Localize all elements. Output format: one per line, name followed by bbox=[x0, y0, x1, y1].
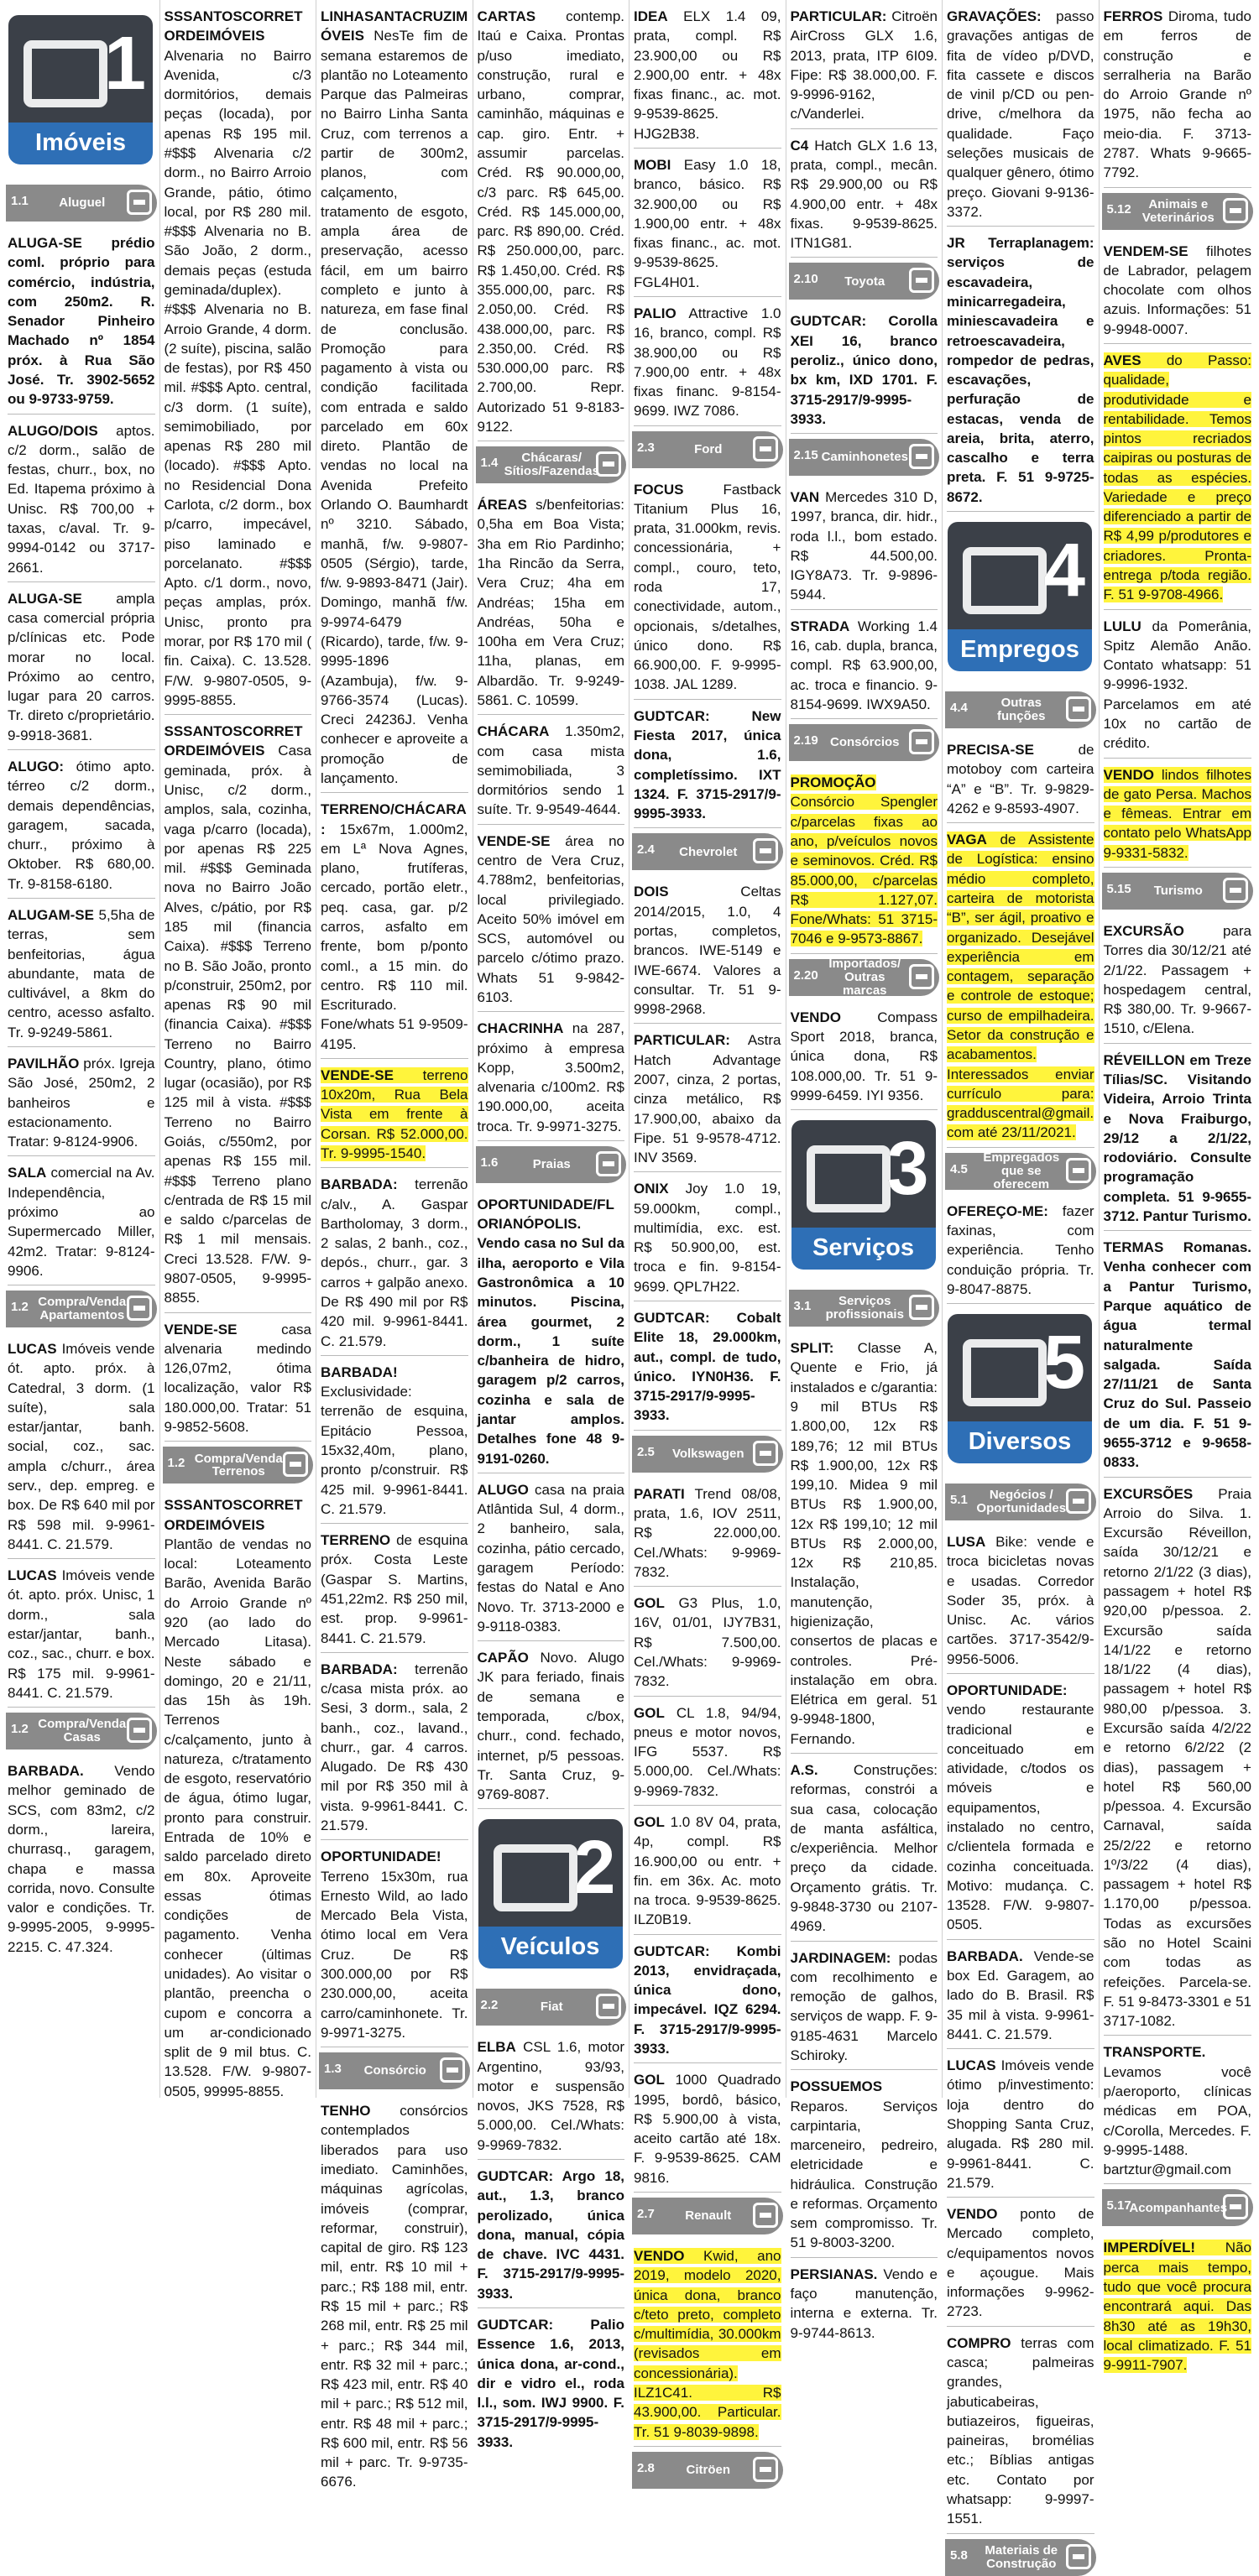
classified-ad: OFEREÇO-ME: fazer faxinas, com experiência. Tenho conduição própria. Tr. 9-8047-8875. bbox=[947, 1200, 1094, 1304]
truck-icon bbox=[909, 444, 934, 469]
house-icon bbox=[127, 1718, 152, 1743]
classified-ad: POSSUEMOS Reparos. Serviços carpintaria, marceneiro, pedreiro, eletricidade e hidráulica. Construção e reformas. Orçamento sem compromisso. Tr. 51 9-8003-3200. bbox=[791, 2075, 938, 2258]
classified-ad: PARATI Trend 08/08, prata, 1.6, IOV 2511, R$ 22.000,00. Cel./Whats: 9-9969-7832. bbox=[634, 1483, 781, 1587]
header-compra-venda-casas: 1.2 Compra/Venda Casas bbox=[6, 1713, 157, 1749]
classified-ad: BARBADA! Exclusividade: terrenão de esquina, Epitácio Pessoa, 15x32,40m, plano, pronto p/construir. R$ 425 mil. 9-9961-8441. C. 21.579. bbox=[321, 1361, 468, 1524]
header-renault: 2.7 Renault bbox=[632, 2198, 783, 2234]
classified-ad: SALA comercial na Av. Independência, próximo ao Supermercado Miller, 42m2. Tratar: 9-8124-9906. bbox=[8, 1161, 155, 1285]
classified-ad: GOL 1.0 8V 04, prata, 4p, compl. R$ 16.900,00 ou entr. + fin. em 36x. Ac. moto na troca. 9-9539-8625. ILZ0B19. bbox=[634, 1811, 781, 1935]
classified-ad: ALUGO: ótimo apto. térreo c/2 dorm., demais dependências, garagem, sacada, churr., próximo à Oktober. R$ 680,00. Tr. 9-8158-6180. bbox=[8, 755, 155, 899]
classified-ad: GOL CL 1.8, 94/94, pneus e motor novos, IFG 5537. R$ 5.000,00. Cel./Whats: 9-9969-7832. bbox=[634, 1702, 781, 1806]
classified-ad: CAPÃO Novo. Alugo JK para feriado, finais de semana e temporada, c/box, churr., cond. fechado, internet, p/5 pessoas. Tr. Santa Cruz, 9-9769-8087. bbox=[478, 1646, 625, 1809]
classified-ad: COMPRO terras com casca; palmeiras grandes, jabuticabeiras, butiazeiros, figueiras, paineiras, bromélias etc.; Bíblias antigas etc. Contato por whatsapp: 9-9997-1551. bbox=[947, 2332, 1094, 2534]
classified-ad: OPORTUNIDADE/FLORIANÓPOLIS. Vendo casa no Sul da ilha, aeroporto e Vila Gastronômica a 10 minutos. Piscina, área gourmet, 2 dorm., 1 suíte c/banheira de hidro, garagem p/2 carros, cozinha e sala de jantar amplos. Detalhes fone 48 9-9191-0260. bbox=[478, 1193, 625, 1473]
classified-ad-highlighted: VENDE-SE terreno 10x20m, Rua Bela Vista em frente à Corsan. R$ 52.000,00. Tr. 9-9995-1540. bbox=[321, 1064, 468, 1168]
classified-ad-highlighted: VENDO Kwid, ano 2019, modelo 2020, única dona, branco c/teto preto, completo c/multimídia, 30.000km (revisados em concessionária). ILZ1C41. R$ 43.900,00. Particular. Tr. 51 9-8039-9898. bbox=[634, 2245, 781, 2447]
classified-ad: TERRENO/CHÁCARA: 15x67m, 1.000m2, em Lª Nova Agnes, plano, frutíferas, cercado, portão eletr., peq. casa, gar. p/2 carros, asfalto em frente, bom p/ponto coml., a 15 min. do centro. R$ 110 mil. Escriturado. Fone/whats 51 9-9509-4195. bbox=[321, 798, 468, 1059]
classified-ad: CHÁCARA 1.350m2, com casa mista semimobiliada, 3 dormitórios sendo 1 suíte. Tr. 9-9549-4644. bbox=[478, 720, 625, 824]
classified-ad: A.S. Construções: reformas, constrói a sua casa, colocação de manta asfáltica, c/experiência. Melhor preço da cidade. Orçamento grátis. Tr. 9-9848-3730 ou 2107-4969. bbox=[791, 1759, 938, 1942]
header-chevrolet: 2.4 Chevrolet bbox=[632, 833, 783, 870]
classified-ad: GRAVAÇÕES: passo gravações antigas de fita de vídeo p/DVD, fita cassete e discos de vinil p/CD ou pen-drive, c/melhora da qualidade. Faço seleções musicais de qualquer gênero, ótimo preço. Giovani 9-9136-3372. bbox=[947, 5, 1094, 227]
wrench-icon bbox=[909, 1295, 934, 1320]
header-chacaras: 1.4 Chácaras/ Sítios/Fazendas bbox=[476, 446, 627, 483]
classified-ad: ALUGA-SE ampla casa comercial própria p/clínicas etc. Pode morar no local. Próximo ao centro, lugar para 20 carros. Tr. direto c/proprietário. 9-9918-3681. bbox=[8, 587, 155, 750]
classified-ad: ELBA CSL 1.6, motor Argentino, 93/93, motor e suspensão novos, JKS 7528, R$ 5.000,00. Cel./Whats: 9-9969-7832. bbox=[478, 2036, 625, 2160]
classified-ad: TENHO consórcios contemplados liberados para uso imediato. Caminhões, máquinas agrícolas, imóveis (comprar, reformar, construir), capital de giro. R$ 123 mil, entr. R$ 10 mil + parc.; R$ 188 mil, entr. R$ 15 mil + parc.; R$ 268 mil, entr. R$ 25 mil + parc.; R$ 344 mil, entr. R$ 32 mil + parc.; R$ 423 mil, entr. R$ 40 mil + parc.; R$ 512 mil, entr. R$ 48 mil + parc.; R$ 600 mil, entr. R$ 56 mil + parc. Tr. 9-9735-6676. bbox=[321, 2103, 468, 2490]
classified-ad: TRANSPORTE. Levamos você p/aeroporto, clínicas médicas em POA, c/Corolla, Mercedes. F. 9-9995-1488. bartztur@gmail.com bbox=[1104, 2041, 1252, 2184]
classified-ad: GUDTCAR: Cobalt Elite 18, 29.000km, aut., compl. de tudo, único. IYN0H36. F. 3715-2917/9-9995-3933. bbox=[634, 1306, 781, 1431]
classified-ad: GOL 1000 Quadrado 1995, bordô, básico, R$ 5.900,00 à vista, aceito cartão até 18x. F. 9-9539-8625. CAM 9816. bbox=[634, 2068, 781, 2193]
classified-ad: VENDEM-SE filhotes de Labrador, pelagem chocolate com olhos azuis. Informações: 51 9-9948-0007. bbox=[1104, 240, 1252, 344]
classified-ad: ALUGO/DOIS aptos. c/2 dorm., salão de festas, churr., box, no Ed. Itapema próximo à Unisc. R$ 700,00 + taxas, c/aval. Tr. 9-9994-0142 ou 3717-2661. bbox=[8, 420, 155, 582]
classified-ad: VENDO Compass Sport 2018, branca, única dona, R$ 108.000,00. Tr. 51 9-9999-6459. IYI 9356. bbox=[791, 1006, 938, 1110]
car-icon: 2 bbox=[478, 1819, 623, 1927]
arrows-icon bbox=[1223, 2194, 1248, 2219]
classified-ad: C4 Hatch GLX 1.6 13, prata, compl., mecân. R$ 29.900,00 ou R$ 4.900,00 entr. + 48x fixas. 9-9539-8625. ITN1G81. bbox=[791, 134, 938, 258]
classified-ad: TERRENO de esquina próx. Costa Leste (Gaspar S. Martins, 451,22m2. R$ 250 mil, est. prop. 9-9961-8441. C. 21.579. bbox=[321, 1529, 468, 1653]
car-icon bbox=[753, 436, 778, 461]
wrench-icon: 3 bbox=[791, 1120, 936, 1228]
classified-ad: PAVILHÃO próx. Igreja São José, 250m2, 2 banheiros e estacionamento. Tratar: 9-8124-9906. bbox=[8, 1052, 155, 1156]
classified-ad: FERROS Diroma, tudo em ferros de construção e serralheria na Barão do Arroio Grande nº 1975, não fecha ao meio-dia. F. 3713-2787. Whats 9-9665-7792. bbox=[1104, 5, 1252, 188]
classified-ad: GUDTCAR: Palio Essence 1.6, 2013, única dona, ar-cond., dir e vidro el., roda l.l., som. IWJ 9900. F. 3715-2917/9-9995-3933. bbox=[477, 2317, 624, 2450]
classified-ad: VENDO ponto de Mercado completo, c/equipamentos novos e açougue. Mais informações 9-9962-2723. bbox=[947, 2203, 1094, 2327]
classified-ad: BARBADA. Vende-se box Ed. Garagem, ao lado do B. Brasil. R$ 35 mil à vista. 9-9961-8441. C. 21.579. bbox=[947, 1945, 1094, 2049]
header-compra-venda-terrenos: 1.2 Compra/Venda Terrenos bbox=[163, 1447, 314, 1484]
column-3 bbox=[316, 0, 473, 2490]
house-icon bbox=[440, 2057, 465, 2083]
classified-ad: JARDINAGEM: podas com recolhimento e remoção de galhos, serviços de wapp. F. 9-9185-4631 Marcelo Schiroky. bbox=[791, 1947, 938, 2071]
classified-ad: VENDE-SE casa alvenaria medindo 126,07m2, ótima localização, valor R$ 180.000,00. Tratar: 51 9-9852-5608. bbox=[165, 1318, 312, 1442]
classified-ad: LUCAS Imóveis vende ót. apto. próx. à Catedral, 3 dorm. (1 suíte), sala estar/jantar, banh. social, coz., sac. ampla c/churr., área serv., dep. empreg. e box. De R$ 640 mil por R$ 598 mil. 9-9961-8441. C. 21.579. bbox=[8, 1338, 155, 1559]
classified-ad: GUDTCAR: Corolla XEI 16, branco peroliz., único dono, bx km, IXD 1701. F. 3715-2917/9-9995-3933. bbox=[791, 310, 938, 434]
classified-ad: CHACRINHA na 287, próximo à empresa Kopp, 3.500m2, alvenaria c/100m2. R$ 190.000,00, aceita troca. Tr. 9-9971-3275. bbox=[478, 1017, 625, 1141]
classified-ad: ALUGO casa na praia Atlântida Sul, 4 dorm., 2 banheiro, sala, cozinha, pátio cercado, garagem Período: festas do Natal e Ano Novo. Tr. 3713-2000 e 9-9118-0383. bbox=[478, 1478, 625, 1641]
classified-ad-highlighted: AVES do Passo: qualidade, produtividade e rentabilidade. Temos pintos recriados caipiras ou posturas de todas as espécies. Variedade e preço diferenciado a partir de R$ 4,99 p/produtores e criadores. Pronta-entrega p/toda região. F. 51 9-9708-4966. bbox=[1104, 349, 1252, 610]
beach-icon bbox=[596, 1151, 621, 1176]
classified-ad: GUDTCAR: New Fiesta 2017, única dona, 1.6, completíssimo. IXT 1324. F. 3715-2917/9-9995-3933. bbox=[634, 705, 781, 829]
header-fiat: 2.2 Fiat bbox=[476, 1989, 627, 2026]
classified-ad: OPORTUNIDADE: vendo restaurante tradicional e conceituado em atividade, c/todos os móveis e equipamentos, instalado no centro, c/clientela formada e cozinha conceituada. Motivo: mudança. C. 13528. F/W. 9-9807-0505. bbox=[947, 1679, 1094, 1940]
section-banner-veiculos: 2 Veículos bbox=[475, 1816, 628, 1975]
farm-icon bbox=[596, 451, 621, 477]
arrows-icon bbox=[1066, 2544, 1091, 2569]
column-2 bbox=[160, 0, 317, 2098]
classified-ad: ÁREAS s/benfeitorias: 0,5ha em Boa Vista; 3ha em Rio Pardinho; 1ha Rincão da Serra, Vera Cruz; 4ha em Andréas; 15ha em Andréas, 50ha e 100ha em Vera Cruz; 11ha, planas, em Albardão. Tr. 9-9249-5861. C. 10599. bbox=[478, 493, 625, 715]
column-8 bbox=[1100, 0, 1256, 2374]
header-toyota: 2.10 Toyota bbox=[789, 263, 940, 300]
column-1 bbox=[3, 0, 160, 2098]
classified-ad: STRADA Working 1.4 16, cab. dupla, branca, compl. R$ 63.900,00, ac. troca e financio. 9-8154-9699. IWX9A50. bbox=[791, 615, 938, 719]
house-icon bbox=[127, 190, 152, 215]
classified-ad-highlighted: VAGA de Assistente de Logística: ensino médio completo, carteira de motorista “B”, ser ágil, proativo e organizado. Desejável experiência em contagem, separação e controle de estoque; curso de empilhadeira. Setor da construção e acabamentos. Interessados enviar currículo para: gradduscentral@gmail.com até 23/11/2021. bbox=[947, 828, 1094, 1148]
header-acompanhantes: 5.17 Acompanhantes bbox=[1102, 2189, 1254, 2226]
land-icon bbox=[283, 1452, 308, 1477]
classified-ad: GOL G3 Plus, 1.0, 16V, 01/01, IJY7B31, R$ 7.500,00. Cel./Whats: 9-9969-7832. bbox=[634, 1592, 781, 1696]
classified-ad-highlighted: IMPERDÍVEL! Não perca mais tempo, tudo que você procura encontrará aqui. Das 8h30 até as 19h30, local climatizado. F. 51 9-9911-7907. bbox=[1103, 2240, 1251, 2374]
classified-ad: SSSANTOSCORRETORDEIMÓVEIS Alvenaria no Bairro Avenida, c/3 dormitórios, demais peças (locada), por apenas R$ 195 mil. #$$$ Alvenaria c/2 dorm., no Bairro Arroio Grande, pátio, ótimo local, por R$ 280 mil. #$$$ Alvenaria no B. São João, 2 dorm., demais peças (estuda geminada/duplex). #$$$ Alvenaria no B. Arroio Grande, 4 dorm. (2 suíte), piscina, salão de festas), por R$ 450 mil. #$$$ Apto. central, c/3 dorm. (1 suíte), semimobiliado, por apenas R$ 280 mil (locado). #$$$ Apto. no Residencial Dona Carlota, c/2 dorm., box p/carro, impecável, piso laminado e porcelanato. #$$$ Apto. c/1 dorm., novo, peças amplas, próx. Unisc, pronto pra morar, por R$ 170 mil ( fin. Caixa). C. 13.528. F/W. 9-9807-0505, 9-9995-8855. bbox=[165, 5, 312, 715]
classified-ad: LULU da Pomerânia, Spitz Alemão Anão. Contato whatsapp: 51 9-9996-1932. Parcelamos em até 10x no cartão de crédito. bbox=[1104, 615, 1252, 759]
car-icon bbox=[753, 2457, 778, 2482]
section-banner-servicos: 3 Serviços bbox=[788, 1117, 941, 1276]
classified-ad: LUCAS Imóveis vende ót. apto. próx. Unisc, 1 dorm., sala estar/jantar, banh., coz., sac., churr. e box. R$ 175 mil. 9-9961-8441. C. 21.579. bbox=[8, 1564, 155, 1708]
classified-ad: FOCUS Fastback Titanium Plus 16, prata, 31.000km, revis. concessionária, + compl., couro, teto, roda 17, conectividade, autom., opcionais, s/detalhes, único dono. R$ 66.900,00. F. 9-9995-1038. JAL 1289. bbox=[634, 478, 781, 700]
classified-ad: SSSANTOSCORRETORDEIMÓVEIS Casa geminada, próx. à Unisc, c/2 dorm., amplos, sala, cozinha, vaga p/carro (locada), por apenas R$ 225 mil. #$$$ Geminada nova no Bairro João Alves, c/pátio, por R$ 185 mil (financia Caixa). #$$$ Terreno no B. São João, pronto p/construir, 250m2, por apenas R$ 90 mil (financia Caixa). #$$$ Terreno no Bairro Country, plano, ótimo lugar (ocasião), por R$ 125 mil à vista. #$$$ Terreno no Bairro Goiás, c/550m2, por apenas R$ 155 mil. #$$$ Terreno plano c/entrada de R$ 15 mil e saldo c/parcelas de R$ 1 mil mensais. Creci 13.528. F/W. 9-9807-0505, 9-9995-8855. bbox=[165, 720, 312, 1312]
classified-ad: ALUGAM-SE 5,5ha de terras, sem benfeitorias, água abundante, mata de cultivável, a 8km do centro, acesso asfalto. Tr. 9-9249-5861. bbox=[8, 904, 155, 1047]
classified-ad: GUDTCAR: Argo 18, aut., 1.3, branco perolizado, única dona, manual, cópia de chave. IVC 4431. F. 3715-2917/9-9995-3933. bbox=[478, 2165, 625, 2308]
classified-ad: PARTICULAR: Astra Hatch Advantage 2007, cinza, 2 portas, cinza metálico, R$ 17.900,00, abaixo da Fipe. 51 9-9578-4712. INV 3569. bbox=[634, 1029, 781, 1172]
section-banner-empregos: 4 Empregos bbox=[944, 519, 1097, 678]
door-icon bbox=[1066, 696, 1091, 722]
section-banner-diversos: 5 Diversos bbox=[944, 1311, 1097, 1470]
classified-ad: LUCAS Imóveis vende ótimo p/investimento: loja dentro do Shopping Santa Cruz, alugada. R$ 280 mil. 9-9961-8441. C. 21.579. bbox=[947, 2054, 1094, 2198]
section-banner-imoveis: 1 Imóveis bbox=[5, 12, 158, 171]
header-compra-venda-apartamentos: 1.2 Compra/Venda Apartamentos bbox=[6, 1291, 157, 1327]
classified-ad: BARBADA: terrenão c/alv., A. Gaspar Bartholomay, 3 dorm., 2 salas, 2 banh., coz., depós., churr., gar. 3 carros + galpão anexo. De R$ 490 mil por R$ 420 mil. 9-9961-8441. C. 21.579. bbox=[321, 1173, 468, 1356]
classified-ad: EXCURSÃO para Torres dia 30/12/21 até 2/1/22. Passagem + hospedagem central, R$ 380,00. Tr. 9-9667-1510, c/Elena. bbox=[1104, 920, 1252, 1044]
header-volkswagen: 2.5 Volkswagen bbox=[632, 1436, 783, 1473]
classified-ad: RÉVEILLON em Treze Tílias/SC. Visitando Videira, Arroio Trinta e Nova Fraiburgo, 29/12 a 2/1/22, rodoviário. Consulte programação completa. 51 9-9655-3712. Pantur Turismo. bbox=[1104, 1049, 1252, 1232]
column-6 bbox=[786, 0, 943, 2341]
classified-ad: BARBADA. Vendo melhor geminado de SCS, com 83m2, c/2 dorm., lareira, churrasq., garagem, chapa e massa corrida, novo. Consulte valor e condições. Tr. 9-9995-2005, 9-9995-2215. C. 47.324. bbox=[8, 1763, 155, 1955]
header-servicos-profissionais: 3.1 Serviços profissionais bbox=[789, 1290, 940, 1327]
column-5 bbox=[630, 0, 786, 2477]
column-7 bbox=[943, 0, 1100, 2571]
building-icon bbox=[127, 1296, 152, 1321]
classified-ad: BARBADA: terrenão c/casa mista próx. ao Sesi, 3 dorm., sala, 2 banh., coz., lavand., churr., gar. 4 carros. Alugado. De R$ 430 mil por R$ 350 mil à vista. 9-9961-8441. C. 21.579. bbox=[321, 1658, 468, 1841]
classified-ad: LINHASANTACRUZIMÓVEIS NesTe fim de semana estaremos de plantão no Loteamento Parque das Palmeiras no Bairro Linha Santa Cruz, com terrenos a partir de 300m2, planos, com calçamento, tratamento de esgoto, ampla área de preservação, acesso fácil, em um bairro completo e junto à natureza, em fase final de conclusão. Promoção para pagamento à vista ou condição facilitada com entrada e saldo parcelado em 60x direto. Plantão de vendas no local na Avenida Prefeito Orlando O. Baumhardt nº 3210. Sábado, manhã, f/w. 9-9807-0505 (Sérgio), tarde, f/w. 9-9893-8471 (Jair). Domingo, manhã f/w. 9-9974-6479 (Ricardo), tarde, f/w. 9-9995-1896 (Azambuja), f/w. 9-9766-3574 (Lucas). Creci 24236J. Venha conhecer e aproveite a promoção de lançamento. bbox=[321, 5, 468, 793]
header-materiais-construcao: 5.8 Materiais de Construção bbox=[945, 2539, 1096, 2576]
car-icon bbox=[909, 729, 934, 754]
classified-ad: IDEA ELX 1.4 09, prata, compl. R$ 23.900,00 ou R$ 2.900,00 entr. + 48x fixas financ., ac. mot. 9-9539-8625. HJG2B38. bbox=[634, 5, 781, 149]
car-icon bbox=[753, 838, 778, 863]
header-importados: 2.20 Importados/ Outras marcas bbox=[789, 959, 940, 996]
classified-ad-highlighted: PROMOÇÃO Consórcio Spengler c/parcelas fixas ao ano, p/veículos novos e seminovos. Créd. R$ 85.000,00, c/parcelas R$ 1.127,07. Fone/Whats: 51 3715-7046 e 9-9573-8867. bbox=[791, 771, 938, 954]
arrows-icon bbox=[1223, 878, 1248, 903]
column-4 bbox=[473, 0, 630, 2450]
header-empregados: 4.5 Empregados que se oferecem bbox=[945, 1153, 1096, 1190]
header-consorcios: 2.19 Consórcios bbox=[789, 724, 940, 761]
classified-ad: PARTICULAR: Citroën AirCross GLX 1.6, 2013, prata, ITP 6I09. Fipe: R$ 38.000,00. F. 9-9996-9162, c/Vanderlei. bbox=[791, 5, 938, 129]
classified-ad: VAN Mercedes 310 D, 1997, branca, dir. hidr., roda l.l., bom estado. R$ 44.500,00. IGY8A73. Tr. 9-9896-5944. bbox=[791, 486, 938, 610]
header-turismo: 5.15 Turismo bbox=[1102, 873, 1254, 910]
classified-ad: DOIS Celtas 2014/2015, 1.0, 4 portas, completos, brancos. IWE-5149 e IWE-6674. Valores a consultar. Tr. 51 9-9998-2968. bbox=[634, 880, 781, 1024]
header-citroen: 2.8 Citröen bbox=[632, 2452, 783, 2489]
door-icon bbox=[1066, 1158, 1091, 1183]
classified-ad: PALIO Attractive 1.0 16, branco, compl. R$ 38.900,00 ou R$ 7.900,00 entr. + 48x fixas financ. 9-8154-9699. IWZ 7086. bbox=[634, 302, 781, 426]
header-praias: 1.6 Praias bbox=[476, 1146, 627, 1183]
arrows-icon bbox=[1223, 198, 1248, 223]
classified-ad: JR Terraplanagem: serviços de escavadeira, minicarregadeira, miniescavadeira e retroescavadeira, rompedor de pedras, escavações, perfuração de estacas, venda de areia, brita, aterro, cascalho e terra preta. F. 51 9-9725-8672. bbox=[947, 232, 1094, 512]
classified-ad: MOBI Easy 1.0 18, branco, básico. R$ 32.900,00 ou R$ 1.900,00 entr. + 48x fixas financ., ac. mot. 9-9539-8625. FGL4H01. bbox=[634, 154, 781, 297]
classified-ad: PRECISA-SE de motoboy com carteira “A” e “B”. Tr. 9-9829-4262 e 9-8593-4907. bbox=[947, 738, 1094, 823]
car-icon bbox=[596, 1994, 621, 2019]
classified-ad: PERSIANAS. Vendo e faço manutenção, interna e externa. Tr. 9-9744-8613. bbox=[790, 2266, 938, 2341]
classified-ad: ONIX Joy 1.0 19, 59.000km, compl., multimídia, exc. est. R$ 50.900,00, est. troca e fin. 9-8154-9699. QPL7H22. bbox=[634, 1177, 781, 1301]
classified-ad: SSSANTOSCORRETORDEIMÓVEIS Plantão de vendas no local: Loteamento Barão, Avenida Barão do Arroio Grande nº 920 (ao lado do Mercado Litasa). Neste sábado e domingo, 20 e 21/11, das 15h às 19h. Terrenos c/calçamento, junto à natureza, c/tratamento de esgoto, reservatório de água, ótimo lugar, pronto para construir. Entrada de 10% e saldo parcelado direto em 80x. Aproveite essas ótimas condições de pagamento. Venha conhecer (últimas unidades). Ao visitar o plantão, preencha o cupom e concorra a um ar-condicionado split de 9 mil btus. C. 13.528. F/W. 9-9807-0505, 99995-8855. bbox=[164, 1497, 311, 2099]
arrows-icon bbox=[1066, 1489, 1091, 1514]
classified-ad: VENDE-SE área no centro de Vera Cruz, 4.788m2, benfeitorias, local privilegiado. Aceito 50% imóvel em SCS, automóvel ou parcelo c/ótimo prazo. Whats 51 9-9842-6103. bbox=[478, 830, 625, 1013]
classified-ad: EXCURSÕES Praia Arroio do Silva. 1. Excursão Réveillon, saída 30/12/21 e retorno 2/1/22 (3 dias), passagem + hotel R$ 920,00 p/pessoa. 2. Excursão saída 14/1/22 e retorno 18/1/22 (4 dias), passagem + hotel R$ 980,00 p/pessoa. 3. Excursão saída 4/2/22 e retorno 6/2/22 (2 dias), passagem + hotel R$ 560,00 p/pessoa. 4. Excursão Carnaval, saída 25/2/22 e retorno 1º/3/22 (4 dias), passagem + hotel R$ 1.170,00 p/pessoa. Todas as excursões são no Hotel Scaini com todas as refeições. Parcela-se. F. 51 9-8473-3301 e 51 3717-1082. bbox=[1104, 1483, 1252, 2036]
house-icon: 1 bbox=[8, 15, 153, 123]
arrows-icon: 5 bbox=[948, 1314, 1092, 1421]
classified-ad: GUDTCAR: Kombi 2013, envidraçada, única dono, impecável. IQZ 6294. F. 3715-2917/9-9995-3933. bbox=[634, 1940, 781, 2064]
classified-ad: OPORTUNIDADE! Terreno 15x30m, rua Ernesto Wild, ao lado Mercado Bela Vista, ótimo local em Vera Cruz. De R$ 300.000,00 por R$ 230.000,00, aceita carro/caminhonete. Tr. 9-9971-3275. bbox=[321, 1845, 468, 2047]
classified-ad: TERMAS Romanas. Venha conhecer com a Pantur Turismo, Parque aquático de água termal naturalmente salgada. Saída 27/11/21 de Santa Cruz do Sul. Passeio de um dia. F. 51 9-9655-3712 e 9-9658-0833. bbox=[1104, 1236, 1252, 1477]
header-ford: 2.3 Ford bbox=[632, 431, 783, 468]
car-icon bbox=[909, 268, 934, 293]
header-outras-funcoes: 4.4 Outras funções bbox=[945, 691, 1096, 728]
car-icon bbox=[753, 2203, 778, 2228]
classified-ad-highlighted: VENDO lindos filhotes de gato Persa. Machos e fêmeas. Entrar em contato pelo WhatsApp 9-9331-5832. bbox=[1104, 764, 1252, 868]
car-icon bbox=[753, 1441, 778, 1466]
classified-ad: SPLIT: Classe A, Quente e Frio, já instalados e c/garantia: 9 mil BTUs R$ 1.800,00, 12x R$ 189,76; 12 mil BTUs R$ 1.900,00, 12x R$ 199,10. Midea 9 mil BTUs R$ 1.900,00, 12x R$ 199,10; 12 mil BTUs R$ 2.000,00, 12x R$ 210,85. Instalação, manutenção, higienização, consertos de placas e controles. Pré-instalação em obra. Elétrica em geral. 51 9-9948-1800, Fernando. bbox=[791, 1337, 938, 1754]
header-caminhonetes: 2.15 Caminhonetes bbox=[789, 439, 940, 476]
header-negocios: 5.1 Negócios / Oportunidades bbox=[945, 1484, 1096, 1520]
classified-ad: LUSA Bike: vende e troca bicicletas novas e usadas. Corredor Soder 35, próx. à Unisc. Ac. vários cartões. 3717-3542/9-9956-5006. bbox=[947, 1530, 1094, 1674]
header-animais: 5.12 Animais e Veterinários bbox=[1102, 193, 1254, 230]
door-icon: 4 bbox=[948, 522, 1092, 629]
classified-ad: ALUGA-SE prédio coml. próprio para comércio, indústria, com 250m2. R. Senador Pinheiro Machado nº 1854 próx. à Rua São José. Tr. 3902-5652 ou 9-9733-9759. bbox=[8, 232, 155, 415]
header-consorcio: 1.3 Consórcio bbox=[319, 2052, 470, 2089]
header-aluguel: 1.1 Aluguel bbox=[6, 185, 157, 222]
car-icon bbox=[909, 964, 934, 989]
classified-ad: CARTAS contemp. Itaú e Caixa. Prontas p/uso imediato, construção, rural e urbano, comprar, caminhão, máquinas e cap. giro. Entr. + assumir parcelas. Créd. R$ 90.000,00, c/3 parc. R$ 645,00. Créd. R$ 145.000,00, parc. R$ 890,00. Créd. R$ 250.000,00, parc. R$ 1.450,00. Créd. R$ 355.000,00, parc. R$ 2.050,00. Créd. R$ 438.000,00, parc. R$ 2.350,00. Créd. R$ 530.000,00 parc. R$ 2.700,00. Repr. Autorizado 51 9-8183-9122. bbox=[478, 5, 625, 441]
